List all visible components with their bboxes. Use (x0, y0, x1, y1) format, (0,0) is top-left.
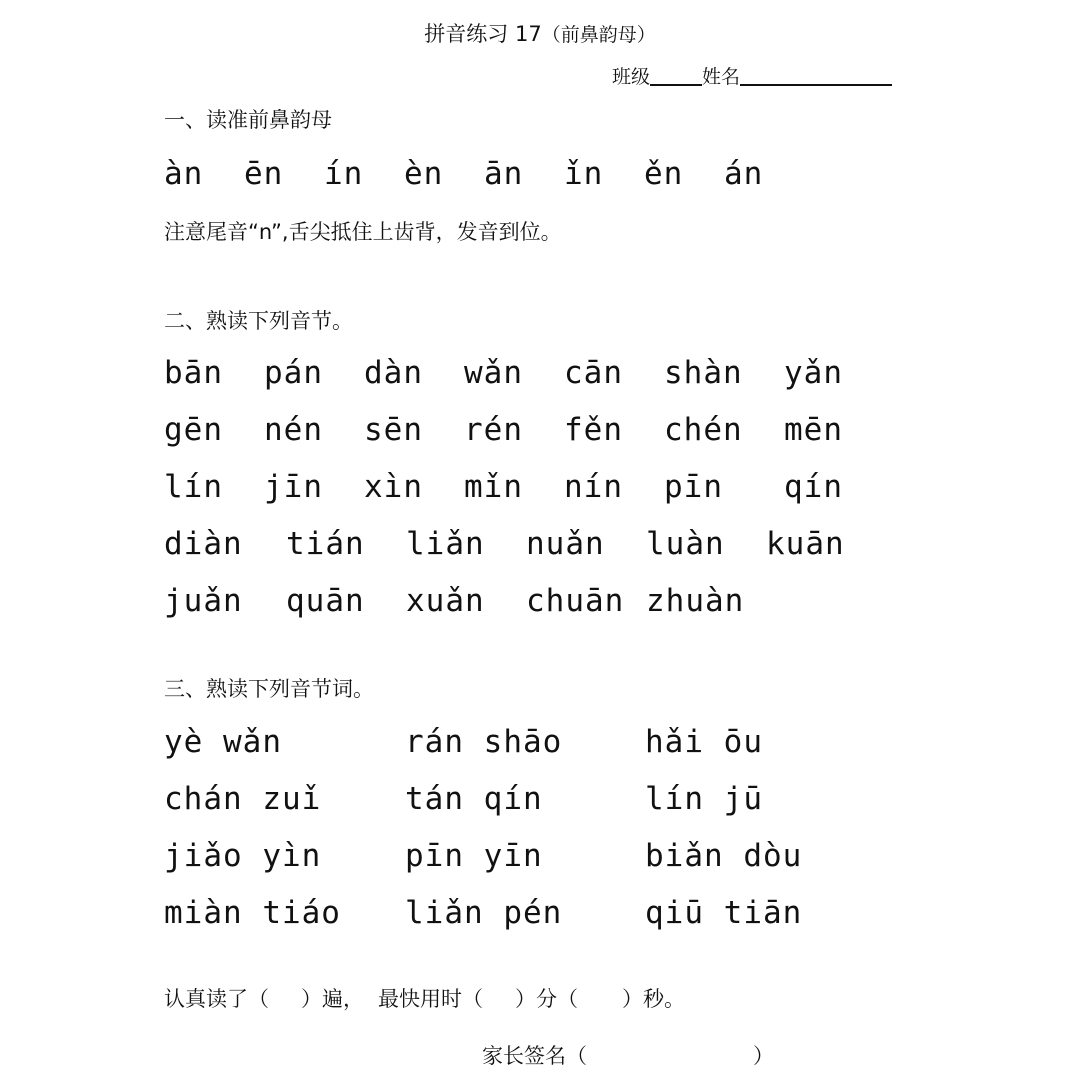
syllable: chén (664, 412, 743, 448)
syllable: xuǎn (406, 583, 485, 619)
final-syllable: ěn (644, 156, 684, 192)
syllable: tián (286, 526, 365, 562)
syllable-word: liǎn pén (405, 895, 563, 931)
syllable: quān (286, 583, 365, 619)
class-label: 班级 (612, 66, 651, 88)
final-syllable: èn (404, 156, 444, 192)
syllable: cān (564, 355, 623, 391)
syllable: fěn (564, 412, 623, 448)
parent-signature-label: 家长签名（ (482, 1044, 587, 1068)
final-syllable: àn (164, 156, 204, 192)
syllable: liǎn (406, 526, 485, 562)
class-blank[interactable] (650, 66, 702, 86)
syllable-word: pīn yīn (405, 838, 543, 874)
section1-finals-row (0, 156, 1080, 196)
syllable: lín (164, 469, 223, 505)
section3-words (0, 724, 1080, 944)
syllable: bān (164, 355, 223, 391)
syllable-word: chán zuǐ (164, 781, 322, 817)
section2-syllables (0, 355, 1080, 625)
syllable: mǐn (464, 469, 523, 505)
final-syllable: ān (484, 156, 524, 192)
syllable: jīn (264, 469, 323, 505)
seconds-suffix: ）秒。 (622, 987, 685, 1011)
syllable-word: lín jū (645, 781, 763, 817)
syllable: pán (264, 355, 323, 391)
syllable-word: qiū tiān (645, 895, 803, 931)
syllable: juǎn (164, 583, 243, 619)
read-times-prefix: 认真读了（ (164, 987, 269, 1011)
syllable: kuān (766, 526, 845, 562)
syllable-word: hǎi ōu (645, 724, 763, 760)
syllable-word: miàn tiáo (164, 895, 341, 931)
final-syllable: ǐn (564, 156, 604, 192)
syllable: pīn (664, 469, 723, 505)
syllable: qín (784, 469, 843, 505)
section1-note: 注意尾音“n”,舌尖抵住上齿背，发音到位。 (164, 220, 562, 244)
syllable-word: biǎn dòu (645, 838, 803, 874)
syllable: zhuàn (646, 583, 745, 619)
reading-record (164, 983, 685, 1013)
parent-signature (482, 1040, 774, 1070)
final-syllable: ēn (244, 156, 284, 192)
syllable: yǎn (784, 355, 843, 391)
read-times-suffix: ）遍， (301, 987, 364, 1011)
section3-heading: 三、熟读下列音节词。 (164, 677, 374, 701)
syllable: xìn (364, 469, 423, 505)
syllable: shàn (664, 355, 743, 391)
syllable-word: tán qín (405, 781, 543, 817)
syllable-word: yè wǎn (164, 724, 282, 760)
final-syllable: ín (324, 156, 364, 192)
syllable: wǎn (464, 355, 523, 391)
syllable: luàn (646, 526, 725, 562)
section2-heading: 二、熟读下列音节。 (164, 309, 353, 333)
name-blank[interactable] (740, 66, 892, 86)
syllable: nuǎn (526, 526, 605, 562)
section1-heading: 一、读准前鼻韵母 (164, 108, 332, 132)
syllable-word: jiǎo yìn (164, 838, 322, 874)
page-title (0, 18, 1080, 48)
syllable: gēn (164, 412, 223, 448)
student-info (612, 62, 892, 89)
syllable: mēn (784, 412, 843, 448)
syllable: dàn (364, 355, 423, 391)
syllable-word: rán shāo (405, 724, 563, 760)
syllable: diàn (164, 526, 243, 562)
parent-signature-close: ） (753, 1044, 774, 1068)
name-label: 姓名 (702, 66, 741, 88)
syllable: nín (564, 469, 623, 505)
syllable: nén (264, 412, 323, 448)
final-syllable: án (724, 156, 764, 192)
syllable: chuān (526, 583, 625, 619)
syllable: sēn (364, 412, 423, 448)
minutes-suffix: ）分（ (515, 987, 578, 1011)
page-title-sub: （前鼻韵母） (541, 24, 656, 46)
fastest-time-prefix: 最快用时（ (378, 987, 483, 1011)
syllable: rén (464, 412, 523, 448)
page-title-main: 拼音练习 17 (424, 22, 542, 46)
